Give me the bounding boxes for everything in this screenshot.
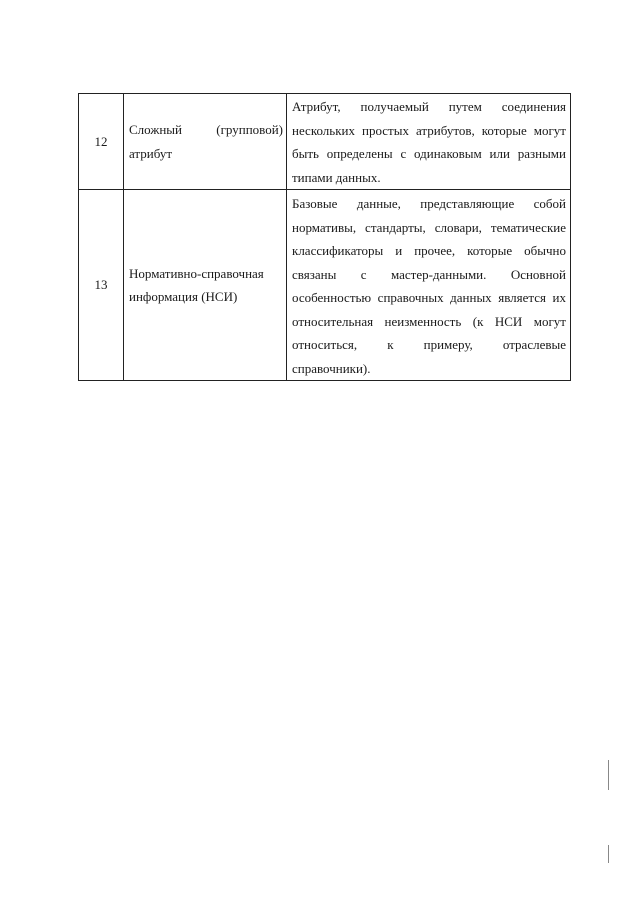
scan-edge-mark: [608, 760, 609, 790]
definition-cell: Базовые данные, представляющие собой нормативы, стандарты, словари, тематические классификаторы и прочее, которые обычно связаны с мастер-данными. Основной особенностью справочных данных является их относительная неизменность (к НСИ могут относиться, к примеру, отраслевые справочники).: [287, 190, 571, 381]
row-number: 12: [79, 94, 124, 190]
definition-cell: Атрибут, получаемый путем соединения нескольких простых атрибутов, которые могут быть определены с одинаковым или разными типами данных.: [287, 94, 571, 190]
table-row: [79, 190, 571, 381]
glossary-table: [78, 93, 571, 381]
scan-edge-mark: [608, 845, 609, 863]
table-row: [79, 94, 571, 190]
term-cell: Нормативно-справочная информация (НСИ): [124, 190, 287, 381]
row-number: 13: [79, 190, 124, 381]
term-cell: Сложный (групповой) атрибут: [124, 94, 287, 190]
